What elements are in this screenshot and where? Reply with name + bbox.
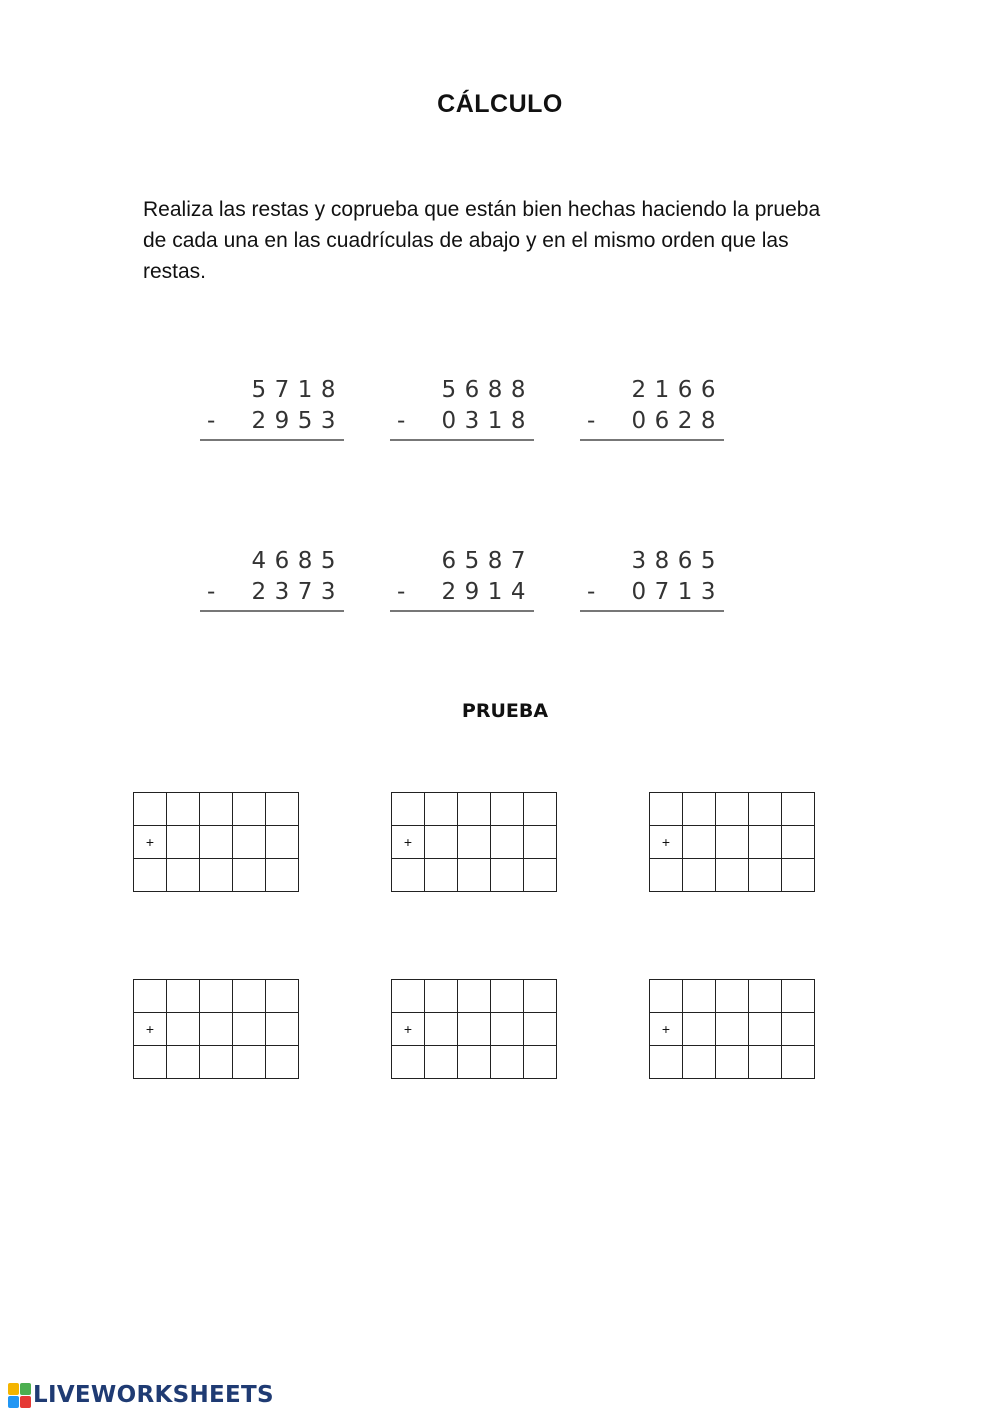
subtraction-5 (390, 546, 540, 616)
grid-cell[interactable] (233, 793, 266, 826)
grid-cell[interactable] (167, 1046, 200, 1079)
grid-cell[interactable] (425, 980, 458, 1013)
grid-cell[interactable] (782, 793, 815, 826)
grid-cell[interactable] (524, 793, 557, 826)
grid-cell[interactable] (392, 980, 425, 1013)
page-title: CÁLCULO (437, 90, 563, 118)
subtrahend: 0713 (631, 579, 724, 605)
minus-sign: - (397, 408, 406, 434)
grid-cell[interactable] (266, 1013, 299, 1046)
minuend: 2166 (631, 377, 724, 403)
subtraction-2 (390, 375, 540, 445)
grid-cell[interactable] (716, 1013, 749, 1046)
instructions-text: Realiza las restas y coprueba que están bien hechas haciendo la prueba de cada una en las cuadrículas de abajo y en el mismo orden que las restas. (143, 198, 821, 283)
minus-sign: - (207, 408, 216, 434)
grid-cell[interactable] (491, 1046, 524, 1079)
plus-sign-cell: + (392, 1013, 425, 1046)
minuend: 6587 (441, 548, 534, 574)
grid-cell[interactable] (167, 826, 200, 859)
grid-cell[interactable] (650, 1046, 683, 1079)
grid-cell[interactable] (524, 859, 557, 892)
grid-cell[interactable] (167, 1013, 200, 1046)
subtraction-1 (200, 375, 350, 445)
minus-sign: - (587, 408, 596, 434)
proof-grid-1 (133, 792, 299, 892)
grid-cell[interactable] (200, 1013, 233, 1046)
grid-cell[interactable] (749, 1046, 782, 1079)
grid-cell[interactable] (266, 1046, 299, 1079)
grid-cell[interactable] (134, 1046, 167, 1079)
result-line (390, 439, 534, 441)
grid-cell[interactable] (233, 1046, 266, 1079)
grid-cell[interactable] (782, 859, 815, 892)
grid-cell[interactable] (650, 980, 683, 1013)
grid-cell[interactable] (749, 859, 782, 892)
grid-cell[interactable] (782, 1013, 815, 1046)
proof-grid-6 (649, 979, 815, 1079)
grid-cell[interactable] (749, 1013, 782, 1046)
grid-cell[interactable] (134, 793, 167, 826)
grid-cell[interactable] (167, 859, 200, 892)
grid-cell[interactable] (233, 826, 266, 859)
result-line (200, 610, 344, 612)
grid-cell[interactable] (683, 859, 716, 892)
grid-cell[interactable] (683, 1046, 716, 1079)
grid-cell[interactable] (491, 859, 524, 892)
grid-cell[interactable] (524, 1013, 557, 1046)
grid-cell[interactable] (266, 980, 299, 1013)
grid-cell[interactable] (458, 980, 491, 1013)
logo-block (8, 1396, 19, 1408)
grid-cell[interactable] (134, 980, 167, 1013)
grid-cell[interactable] (491, 1013, 524, 1046)
grid-cell[interactable] (266, 826, 299, 859)
proof-grid-2 (391, 792, 557, 892)
subtraction-6 (580, 546, 730, 616)
subtraction-3 (580, 375, 730, 445)
brand-name: LIVEWORKSHEETS (33, 1382, 274, 1408)
grid-cell[interactable] (392, 1046, 425, 1079)
grid-cell[interactable] (425, 826, 458, 859)
subtraction-4 (200, 546, 350, 616)
minus-sign: - (207, 579, 216, 605)
grid-cell[interactable] (491, 793, 524, 826)
grid-cell[interactable] (716, 859, 749, 892)
grid-cell[interactable] (650, 793, 683, 826)
minuend: 5688 (441, 377, 534, 403)
grid-cell[interactable] (392, 793, 425, 826)
grid-cell[interactable] (200, 793, 233, 826)
subtrahend: 2914 (441, 579, 534, 605)
minuend: 5718 (251, 377, 344, 403)
grid-cell[interactable] (749, 793, 782, 826)
grid-cell[interactable] (233, 980, 266, 1013)
grid-cell[interactable] (425, 793, 458, 826)
plus-sign-cell: + (650, 826, 683, 859)
grid-cell[interactable] (749, 980, 782, 1013)
grid-cell[interactable] (458, 859, 491, 892)
subtrahend: 0628 (631, 408, 724, 434)
subtrahend: 2373 (251, 579, 344, 605)
result-line (580, 439, 724, 441)
result-line (390, 610, 534, 612)
grid-cell[interactable] (716, 826, 749, 859)
grid-cell[interactable] (683, 793, 716, 826)
grid-cell[interactable] (491, 980, 524, 1013)
grid-cell[interactable] (716, 793, 749, 826)
logo-block (20, 1383, 31, 1395)
minuend: 3865 (631, 548, 724, 574)
grid-cell[interactable] (782, 1046, 815, 1079)
grid-cell[interactable] (425, 859, 458, 892)
grid-cell[interactable] (458, 1046, 491, 1079)
grid-cell[interactable] (683, 826, 716, 859)
grid-cell[interactable] (233, 1013, 266, 1046)
proof-grid-5 (391, 979, 557, 1079)
grid-cell[interactable] (458, 826, 491, 859)
subtrahend: 2953 (251, 408, 344, 434)
minus-sign: - (587, 579, 596, 605)
grid-cell[interactable] (683, 1013, 716, 1046)
grid-cell[interactable] (200, 826, 233, 859)
logo-block (20, 1396, 31, 1408)
result-line (580, 610, 724, 612)
grid-cell[interactable] (266, 793, 299, 826)
grid-cell[interactable] (491, 826, 524, 859)
grid-cell[interactable] (425, 1013, 458, 1046)
plus-sign-cell: + (134, 826, 167, 859)
grid-cell[interactable] (167, 793, 200, 826)
grid-cell[interactable] (233, 859, 266, 892)
grid-cell[interactable] (200, 1046, 233, 1079)
subtrahend: 0318 (441, 408, 534, 434)
minuend: 4685 (251, 548, 344, 574)
grid-cell[interactable] (782, 980, 815, 1013)
grid-cell[interactable] (524, 980, 557, 1013)
liveworksheets-logo (8, 1380, 274, 1410)
proof-grid-4 (133, 979, 299, 1079)
liveworksheets-icon (8, 1383, 30, 1407)
grid-cell[interactable] (782, 826, 815, 859)
grid-cell[interactable] (458, 793, 491, 826)
grid-cell[interactable] (524, 826, 557, 859)
plus-sign-cell: + (650, 1013, 683, 1046)
result-line (200, 439, 344, 441)
logo-block (8, 1383, 19, 1395)
grid-cell[interactable] (458, 1013, 491, 1046)
grid-cell[interactable] (716, 980, 749, 1013)
grid-cell[interactable] (266, 859, 299, 892)
grid-cell[interactable] (425, 1046, 458, 1079)
grid-cell[interactable] (200, 859, 233, 892)
grid-cell[interactable] (167, 980, 200, 1013)
plus-sign-cell: + (134, 1013, 167, 1046)
grid-cell[interactable] (524, 1046, 557, 1079)
grid-cell[interactable] (134, 859, 167, 892)
grid-cell[interactable] (716, 1046, 749, 1079)
proof-title: PRUEBA (461, 700, 549, 722)
minus-sign: - (397, 579, 406, 605)
proof-grid-3 (649, 792, 815, 892)
plus-sign-cell: + (392, 826, 425, 859)
grid-cell[interactable] (392, 859, 425, 892)
grid-cell[interactable] (200, 980, 233, 1013)
grid-cell[interactable] (650, 859, 683, 892)
grid-cell[interactable] (749, 826, 782, 859)
grid-cell[interactable] (683, 980, 716, 1013)
